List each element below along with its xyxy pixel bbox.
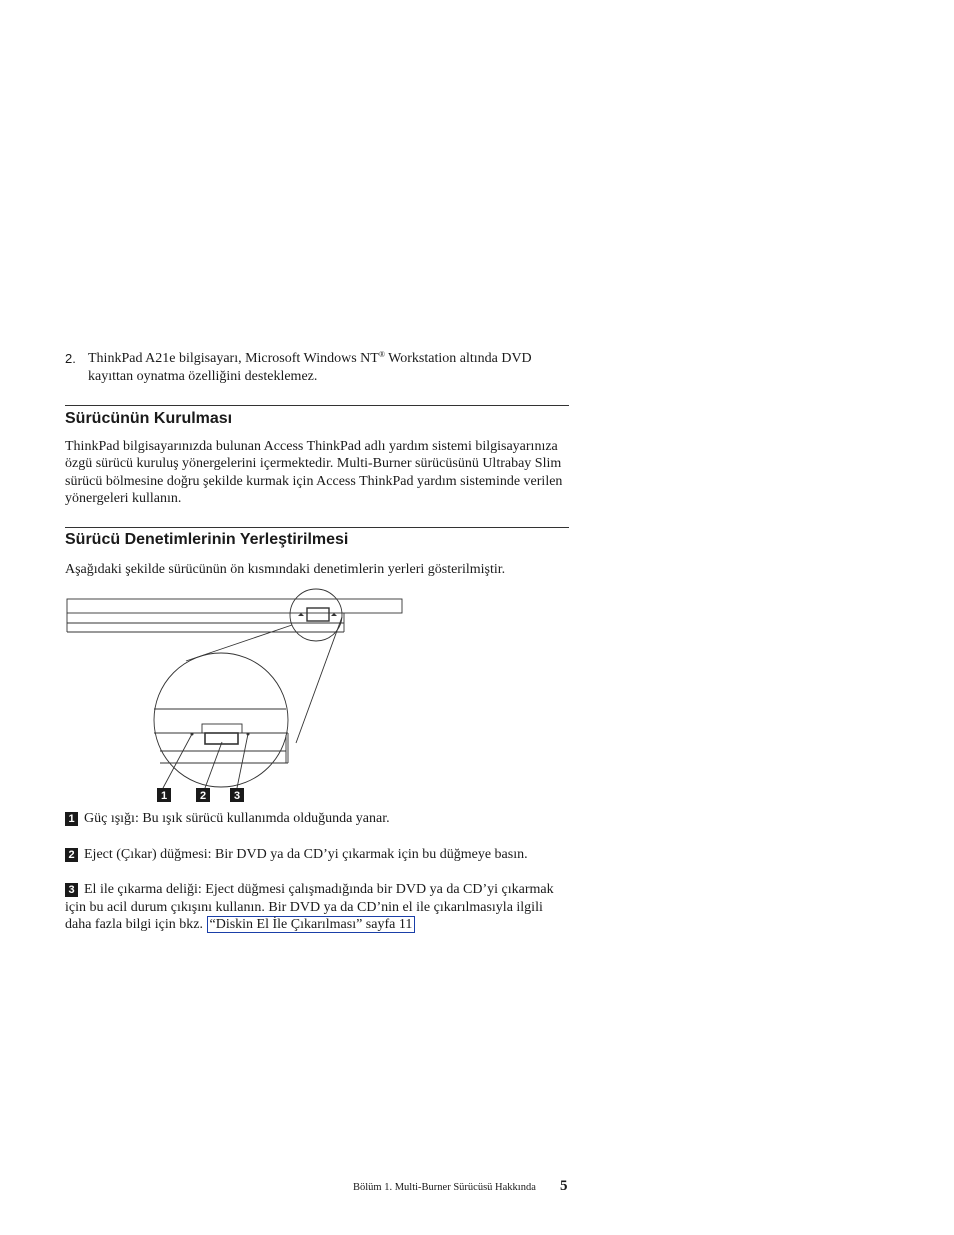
section-heading-install: Sürücünün Kurulması bbox=[65, 410, 233, 427]
callout-badge: 1 bbox=[65, 812, 78, 826]
figure-callout-1: 1 bbox=[160, 790, 168, 802]
install-paragraph: ThinkPad bilgisayarınızda bulunan Access ThinkPad adlı yardım sistemi bilgisayarınıza özgü sürücü kuruluş yönergelerini içermektedir. Multi-Burner sürücüsünü Ultrabay Slim sürücü bölmesine doğru şekilde kurmak için Access ThinkPad yardım sisteminde verilen yönergeleri kullanın. bbox=[65, 439, 563, 506]
list-text bbox=[88, 350, 568, 386]
figure-callout-3: 3 bbox=[233, 790, 241, 802]
control-item-text: Güç ışığı: Bu ışık sürücü kullanımda olduğunda yanar. bbox=[84, 811, 390, 826]
section-heading-controls: Sürücü Denetimlerinin Yerleştirilmesi bbox=[65, 531, 349, 548]
control-item-power-light bbox=[65, 810, 570, 828]
callout-badge: 2 bbox=[65, 848, 78, 862]
section-rule bbox=[65, 405, 569, 406]
note-text-part2: Workstation altında DVD kayıttan oynatma özelliğini desteklemez. bbox=[88, 351, 532, 384]
cross-reference-link[interactable]: “Diskin El İle Çıkarılması” sayfa 11 bbox=[207, 916, 416, 933]
controls-intro: Aşağıdaki şekilde sürücünün ön kısmındaki denetimlerin yerleri gösterilmiştir. bbox=[65, 562, 506, 577]
control-item-manual-eject bbox=[65, 881, 570, 934]
section-rule bbox=[65, 527, 569, 528]
figure-callout-2: 2 bbox=[199, 790, 207, 802]
control-item-text: Eject (Çıkar) düğmesi: Bir DVD ya da CD’yi çıkarmak için bu düğmeye basın. bbox=[84, 847, 528, 862]
registered-mark: ® bbox=[378, 350, 385, 359]
note-text-part1: ThinkPad A21e bilgisayarı, Microsoft Windows NT bbox=[88, 351, 379, 366]
footer-chapter: Bölüm 1. Multi-Burner Sürücüsü Hakkında bbox=[353, 1182, 536, 1193]
control-item-eject-button bbox=[65, 846, 570, 864]
page-number: 5 bbox=[560, 1178, 568, 1194]
list-number: 2. bbox=[65, 351, 76, 366]
drive-front-figure bbox=[60, 585, 410, 810]
callout-badge: 3 bbox=[65, 883, 78, 897]
control-item-text: El ile çıkarma deliği: Eject düğmesi çalışmadığında bir DVD ya da CD’yi çıkarmak için bu acil durum çıkışını kullanın. Bir DVD ya da CD’nin el ile çıkarılmasıyla ilgili daha fazla bilgi için bkz. bbox=[65, 882, 554, 932]
